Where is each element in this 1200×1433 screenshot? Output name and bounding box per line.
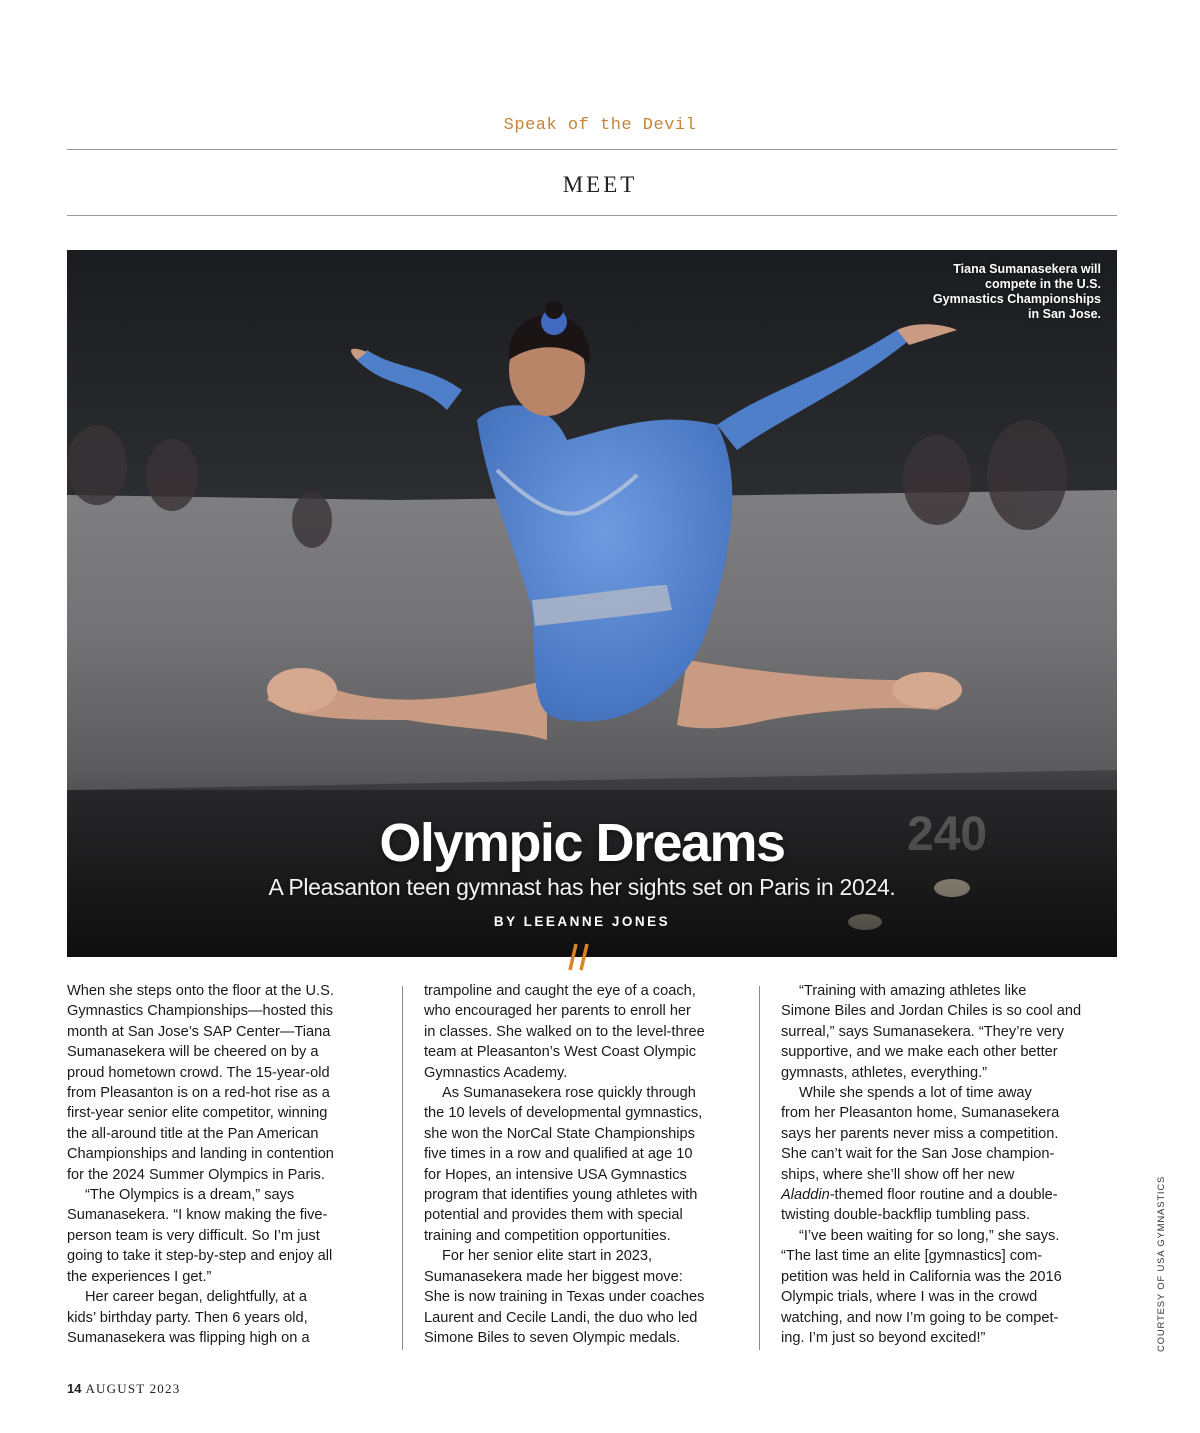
article-line: Championships and landing in contention: [67, 1146, 334, 1163]
article-line: in classes. She walked on to the level-three: [424, 1023, 705, 1040]
article-dek: A Pleasanton teen gymnast has her sights set on Paris in 2024.: [268, 874, 896, 900]
article-line: kids’ birthday party. Then 6 years old,: [67, 1309, 308, 1326]
article-line: gymnasts, athletes, everything.”: [781, 1064, 988, 1081]
article-line: petition was held in California was the 2016: [781, 1268, 1062, 1285]
article-line: Her career began, delightfully, at a: [85, 1289, 308, 1306]
article-line: from Pleasanton is on a red-hot rise as a: [67, 1085, 330, 1102]
article-line: program that identifies young athletes with: [424, 1187, 698, 1204]
article-line: For her senior elite start in 2023,: [442, 1248, 653, 1265]
article-line: the experiences I get.”: [67, 1268, 212, 1285]
article-line: surreal,” says Sumanasekera. “They’re very: [781, 1023, 1065, 1040]
article-line: from her Pleasanton home, Sumanasekera: [781, 1105, 1060, 1122]
article-line: She can’t wait for the San Jose champion-: [781, 1146, 1055, 1163]
issue-date: AUGUST 2023: [85, 1381, 181, 1396]
article-line: Simone Biles to seven Olympic medals.: [424, 1329, 681, 1346]
article-line: training and competition opportunities.: [424, 1227, 671, 1244]
article-line: five times in a row and qualified at age 10: [424, 1146, 693, 1163]
article-line: proud hometown crowd. The 15-year-old: [67, 1064, 330, 1081]
article-line: first-year senior elite competitor, winning: [67, 1105, 328, 1122]
article-line: month at San Jose’s SAP Center—Tiana: [67, 1023, 331, 1040]
article-byline: BY LEEANNE JONES: [493, 914, 671, 929]
article-line: Sumanasekera will be cheered on by a: [67, 1044, 319, 1061]
section-kicker: Speak of the Devil: [503, 116, 697, 135]
article-line: “Training with amazing athletes like: [799, 983, 1027, 999]
article-column-3: [781, 981, 1081, 1348]
article-line: Sumanasekera made her biggest move:: [424, 1268, 683, 1285]
column-divider: [759, 986, 760, 1350]
article-line: the 10 levels of developmental gymnastics,: [424, 1105, 703, 1122]
column-divider: [402, 986, 403, 1350]
article-line: She is now training in Texas under coaches: [424, 1289, 705, 1306]
article-line: Laurent and Cecile Landi, the duo who led: [424, 1309, 698, 1326]
article-line: watching, and now I’m going to be compet-: [781, 1309, 1059, 1326]
article-line: “The last time an elite [gymnastics] com-: [781, 1248, 1043, 1265]
article-line: While she spends a lot of time away: [799, 1085, 1032, 1102]
article-line: As Sumanasekera rose quickly through: [442, 1085, 696, 1102]
article-line: ships, where she’ll show off her new: [781, 1166, 1015, 1183]
article-line: potential and provides them with special: [424, 1207, 683, 1224]
article-line: Olympic trials, where I was in the crowd: [781, 1289, 1038, 1306]
article-line: “I’ve been waiting for so long,” she says.: [799, 1227, 1060, 1244]
photo-caption: Tiana Sumanasekera will compete in the U.S. Gymnastics Championships in San Jose.: [932, 262, 1101, 321]
article-line: Gymnastics Championships—hosted this: [67, 1003, 334, 1020]
article-line: says her parents never miss a competition.: [781, 1125, 1059, 1142]
article-line: trampoline and caught the eye of a coach,: [424, 983, 696, 999]
article-line: going to take it step-by-step and enjoy all: [67, 1248, 333, 1265]
article-line: When she steps onto the floor at the U.S.: [67, 983, 334, 999]
article-line: Simone Biles and Jordan Chiles is so cool and: [781, 1003, 1082, 1020]
article-line: ing. I’m just so beyond excited!”: [781, 1329, 986, 1346]
page-number: 14: [67, 1381, 82, 1396]
double-slash-ornament: [567, 942, 593, 972]
article-line: team at Pleasanton’s West Coast Olympic: [424, 1044, 696, 1061]
article-line: Sumanasekera was flipping high on a: [67, 1329, 310, 1346]
article-line: she won the NorCal State Championships: [424, 1125, 695, 1142]
article-line: who encouraged her parents to enroll her: [424, 1003, 691, 1020]
article-line: person team is very difficult. So I’m just: [67, 1227, 320, 1244]
section-title: MEET: [562, 172, 638, 197]
photo-credit: COURTESY OF USA GYMNASTICS: [1156, 1175, 1167, 1352]
article-line: for the 2024 Summer Olympics in Paris.: [67, 1166, 325, 1183]
article-line: supportive, and we make each other better: [781, 1044, 1058, 1061]
header-rule: [67, 215, 1117, 216]
article-line: Sumanasekera. “I know making the five-: [67, 1207, 328, 1224]
article-line: Aladdin-themed floor routine and a double-: [781, 1187, 1058, 1204]
hero-photo: [67, 250, 1117, 957]
article-column-1: [67, 981, 367, 1348]
article-column-2: [424, 981, 724, 1348]
article-line: for Hopes, an intensive USA Gymnastics: [424, 1166, 687, 1183]
article-line: twisting double-backflip tumbling pass.: [781, 1207, 1031, 1224]
article-line: Gymnastics Academy.: [424, 1064, 568, 1081]
top-rule: [67, 149, 1117, 150]
article-line: the all-around title at the Pan American: [67, 1125, 319, 1142]
page-footer: [67, 1381, 180, 1397]
article-headline: Olympic Dreams: [379, 813, 785, 873]
article-line: “The Olympics is a dream,” says: [85, 1187, 295, 1204]
